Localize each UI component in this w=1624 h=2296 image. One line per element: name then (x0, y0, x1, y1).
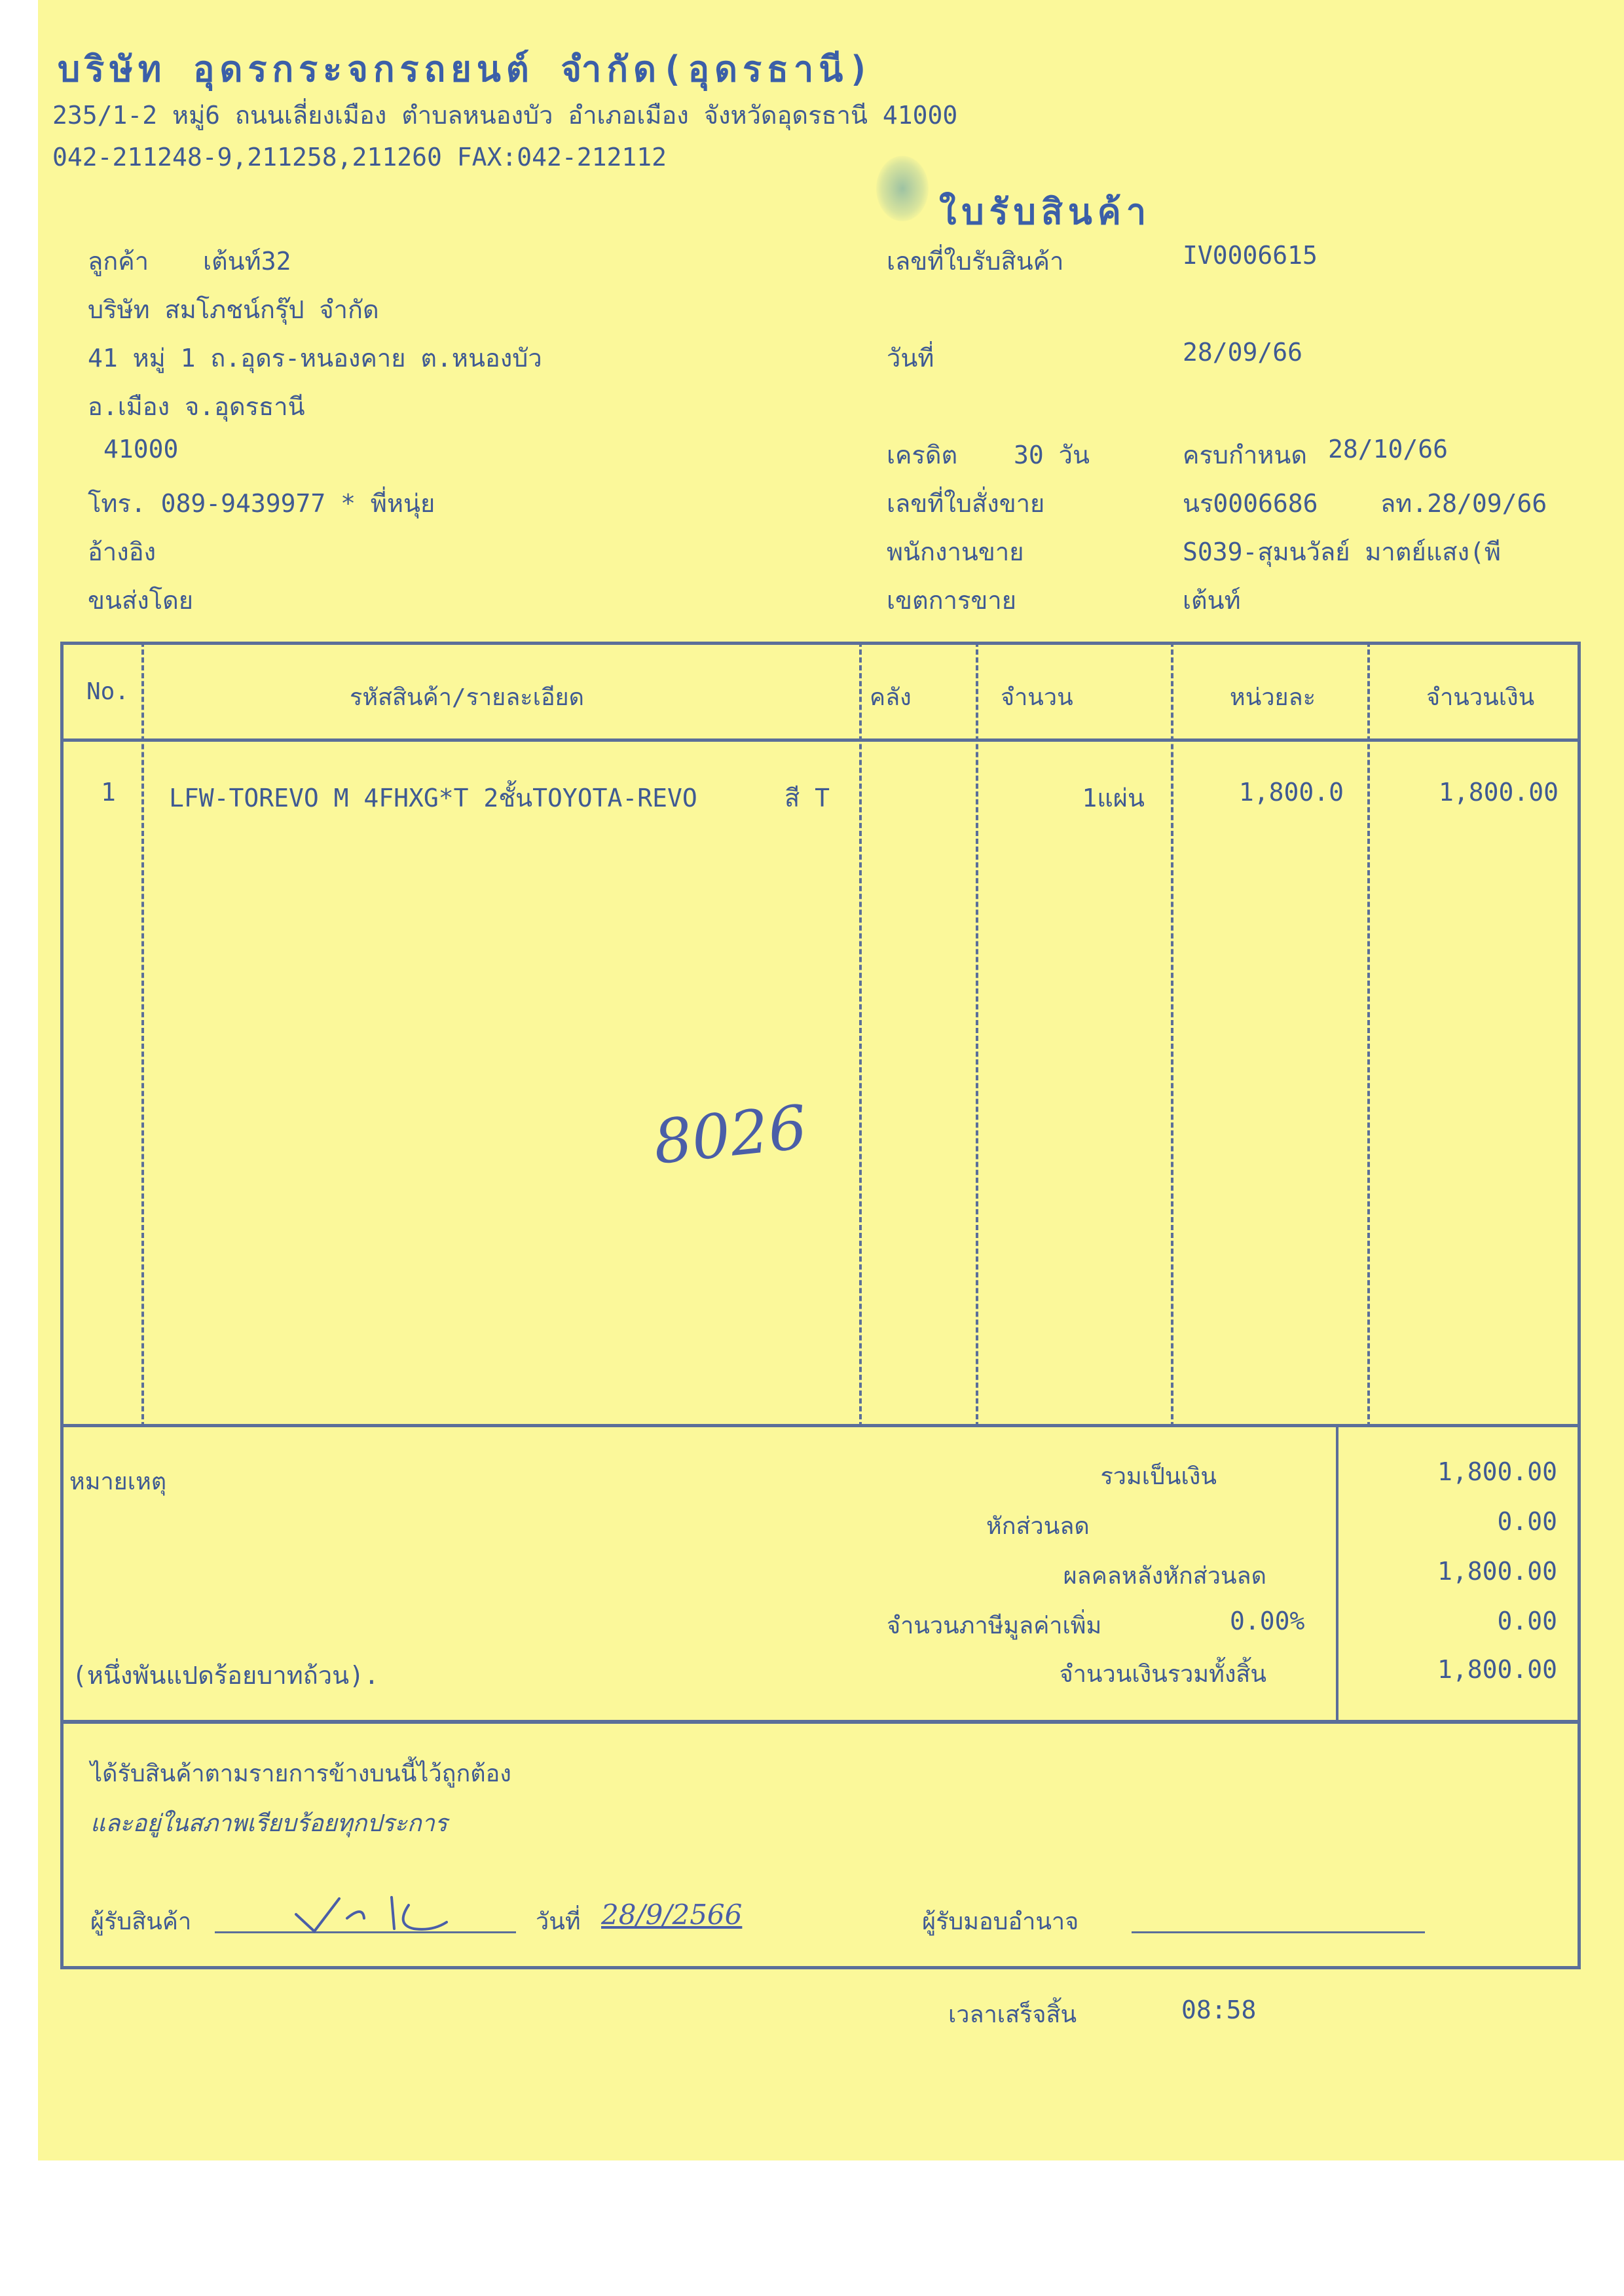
sales-area: เต้นท์ (1183, 586, 1241, 615)
column-divider (141, 642, 144, 1427)
completion-time-label: เวลาเสร็จสิ้น (948, 2001, 1077, 2028)
credit-terms: 30 วัน (1014, 441, 1090, 469)
customer-postcode: 41000 (103, 435, 179, 464)
document-page (38, 0, 1624, 2160)
customer-code: เต้นท์32 (203, 247, 291, 276)
column-divider (859, 642, 862, 1427)
header-warehouse: คลัง (870, 684, 912, 711)
due-label: ครบกำหนด (1183, 441, 1307, 469)
row-amount: 1,800.00 (1438, 778, 1559, 807)
header-unit-price: หน่วยละ (1230, 684, 1316, 711)
authorized-signature-line (1132, 1931, 1425, 1933)
column-divider (1367, 642, 1370, 1427)
amount-in-words: (หนึ่งพันแปดร้อยบาทถ้วน). (72, 1661, 379, 1690)
credit-label: เครดิต (887, 441, 958, 469)
header-no: No. (86, 678, 130, 705)
after-discount: 1,800.00 (1437, 1557, 1557, 1586)
vat-amount: 0.00 (1497, 1607, 1557, 1635)
summary-divider (1336, 1425, 1338, 1723)
subtotal: 1,800.00 (1437, 1457, 1557, 1486)
due-date: 28/10/66 (1328, 435, 1449, 464)
company-phone: 042-211248-9,211258,211260 FAX:042-212112 (52, 143, 667, 172)
column-divider (1171, 642, 1173, 1427)
reference-label: อ้างอิง (88, 538, 157, 566)
after-discount-label: ผลคลหลังหักส่วนลด (1063, 1563, 1266, 1590)
row-unit-price: 1,800.0 (1238, 778, 1344, 807)
salesperson: S039-สุมนวัลย์ มาตย์แสง(พี (1183, 538, 1501, 566)
table-header-divider (60, 738, 1581, 742)
customer-name: บริษัท สมโภชน์กรุ๊ป จำกัด (88, 295, 379, 324)
invoice-date: 28/09/66 (1183, 338, 1303, 367)
customer-label: ลูกค้า (88, 247, 149, 276)
grand-total-label: จำนวนเงินรวมทั้งสิ้น (1059, 1661, 1266, 1688)
invoice-number-label: เลขที่ใบรับสินค้า (887, 247, 1064, 276)
sales-order-date: ลท.28/09/66 (1380, 489, 1547, 518)
header-quantity: จำนวน (1001, 684, 1073, 711)
document-title: ใบรับสินค้า (939, 191, 1152, 232)
date-label: วันที่ (887, 344, 934, 373)
column-divider (976, 642, 978, 1427)
customer-address-line1: 41 หมู่ 1 ถ.อุดร-หนองคาย ต.หนองบัว (88, 344, 542, 373)
row-number: 1 (101, 778, 116, 807)
receiver-label: ผู้รับสินค้า (90, 1908, 192, 1935)
sales-order-label: เลขที่ใบสั่งขาย (887, 489, 1045, 518)
discount-label: หักส่วนลด (986, 1513, 1090, 1540)
vat-rate: 0.00% (1230, 1607, 1305, 1635)
row-description: LFW-TOREVO M 4FHXG*T 2ชั้นTOYOTA-REVO (169, 784, 697, 812)
company-address: 235/1-2 หมู่6 ถนนเลี่ยงเมือง ตำบลหนองบัว อำเภอเมือง จังหวัดอุดรธานี 41000 (52, 101, 958, 130)
header-amount: จำนวนเงิน (1426, 684, 1535, 711)
receipt-date-label: วันที่ (536, 1908, 581, 1935)
invoice-number: IV0006615 (1183, 241, 1318, 270)
receipt-date: 28/9/2566 (601, 1899, 743, 1931)
receipt-divider (60, 1721, 1581, 1724)
remark-label: หมายเหตุ (69, 1468, 167, 1495)
items-table (60, 642, 1581, 1427)
authorized-label: ผู้รับมอบอำนาจ (922, 1908, 1079, 1935)
shipping-label: ขนส่งโดย (88, 586, 194, 615)
header-description: รหัสสินค้า/รายละเอียด (350, 684, 585, 711)
completion-time: 08:58 (1181, 1995, 1257, 2024)
row-color: สี T (784, 784, 830, 812)
grand-total: 1,800.00 (1437, 1655, 1557, 1684)
handwritten-note: 8026 (650, 1092, 811, 1178)
receiver-signature (293, 1892, 464, 1934)
company-name: บริษัท อุดรกระจกรถยนต์ จำกัด(อุดรธานี) (58, 48, 875, 90)
customer-address-line2: อ.เมือง จ.อุดรธานี (88, 392, 305, 421)
receipt-statement-1: ได้รับสินค้าตามรายการข้างบนนี้ไว้ถูกต้อง (90, 1760, 511, 1787)
sales-area-label: เขตการขาย (887, 586, 1016, 615)
ink-smudge (876, 156, 929, 221)
salesperson-label: พนักงานขาย (887, 538, 1024, 566)
sales-order-number: นร0006686 (1183, 489, 1318, 518)
discount: 0.00 (1497, 1507, 1557, 1536)
customer-phone: โทร. 089-9439977 * พี่หนุ่ย (88, 489, 435, 518)
subtotal-label: รวมเป็นเงิน (1100, 1463, 1217, 1490)
row-quantity: 1แผ่น (1082, 784, 1145, 812)
receipt-statement-2: และอยู่ในสภาพเรียบร้อยทุกประการ (90, 1810, 448, 1837)
vat-label: จำนวนภาษีมูลค่าเพิ่ม (887, 1613, 1102, 1639)
